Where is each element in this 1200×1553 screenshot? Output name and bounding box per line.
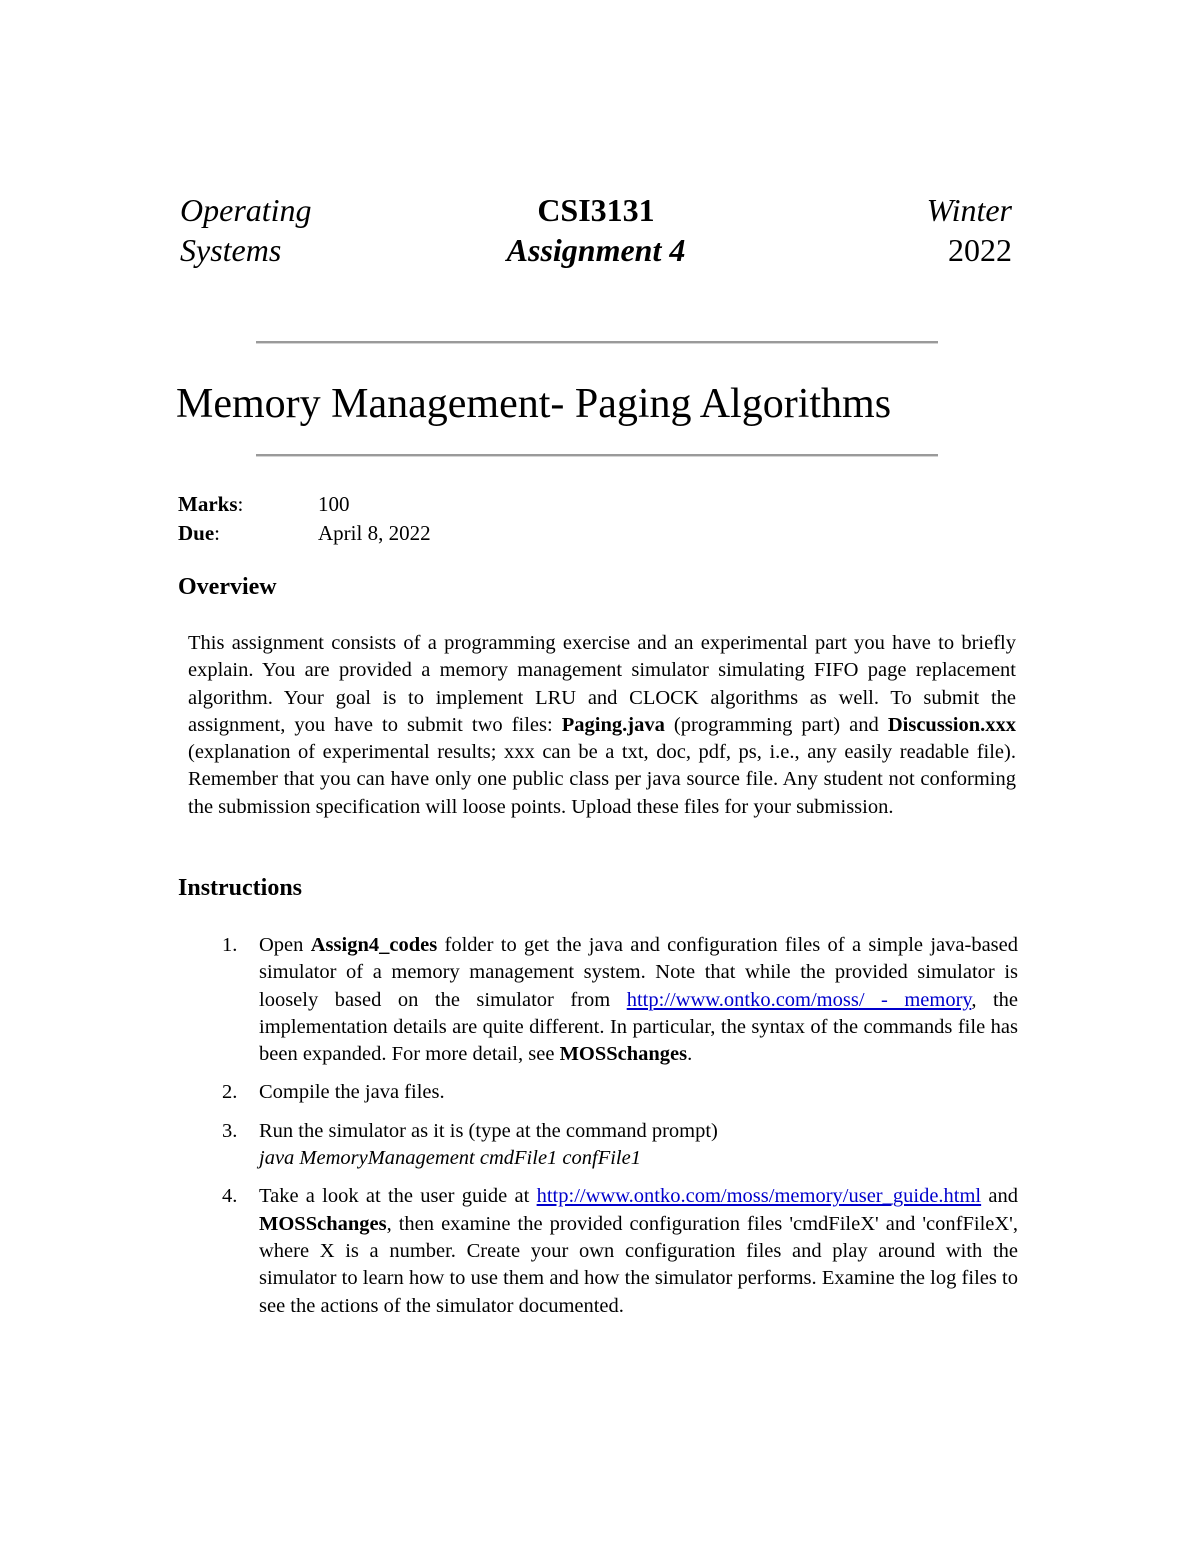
- moss-changes-ref: MOSSchanges: [259, 1212, 387, 1235]
- instructions-heading: Instructions: [178, 875, 303, 901]
- user-guide-link[interactable]: http://www.ontko.com/moss/memory/user_guide.html: [536, 1185, 982, 1208]
- moss-changes-ref: MOSSchanges: [559, 1043, 688, 1066]
- list-item-text: Compile the java files.: [259, 1081, 445, 1104]
- instructions-list: [222, 932, 1018, 1331]
- header-year: 2022: [948, 232, 1012, 268]
- assignment-meta: [178, 490, 431, 548]
- due-label: Due:: [178, 521, 221, 545]
- header-right: [880, 190, 1012, 270]
- list-item: [222, 1183, 1018, 1319]
- overview-heading: Overview: [178, 574, 277, 600]
- header-course-code: CSI3131: [537, 192, 655, 228]
- folder-name: Assign4_codes: [310, 934, 438, 956]
- command-line: java MemoryManagement cmdFile1 confFile1: [259, 1147, 641, 1170]
- due-value: April 8, 2022: [318, 521, 431, 545]
- marks-value: 100: [318, 492, 350, 516]
- header-course-name-line1: Operating: [180, 192, 312, 228]
- due-row: [178, 519, 431, 548]
- list-item-text: Run the simulator as it is (type at the command prompt) java MemoryManagement cmdFile1 confFile1: [259, 1118, 1018, 1173]
- list-item-text: Take a look at the user guide at http://www.ontko.com/moss/memory/user_guide.html and MOSSchanges, then examine the provided configuration files 'cmdFileX' and 'confFileX', where X is a number. Create your own configuration files and play around with the simulator to learn how to use them and how the simulator performs. Examine the log files to see the actions of the simulator documented.: [259, 1185, 1018, 1317]
- marks-label: Marks:: [178, 492, 244, 516]
- title-divider-top: [256, 341, 938, 344]
- title-divider-bottom: [256, 454, 938, 457]
- overview-paragraph: This assignment consists of a programming exercise and an experimental part you have to briefly explain. You are provided a memory management simulator simulating FIFO page replacement algorithm. Your goal is to implement LRU and CLOCK algorithms as well. To submit the assignment, you have to submit two files: Paging.java (programming part) and Discussion.xxx (explanation of experimental results; xxx can be a txt, doc, pdf, ps, i.e., any easily readable file). Remember that you can have only one public class per java source file. Any student not conforming the submission specification will loose points. Upload these files for your submission.: [188, 632, 1016, 818]
- list-item-number: 2.: [222, 1081, 238, 1104]
- header-left: [180, 190, 312, 270]
- moss-link[interactable]: http://www.ontko.com/moss/ - memory: [626, 988, 972, 1011]
- header-center: [480, 190, 712, 270]
- list-item-number: 4.: [222, 1185, 238, 1208]
- list-item: [222, 1079, 1018, 1106]
- list-item-number: 3.: [222, 1119, 238, 1142]
- file-name-paging: Paging.java: [561, 713, 665, 736]
- list-item: [222, 932, 1018, 1068]
- document-title: Memory Management- Paging Algorithms: [176, 381, 892, 427]
- header-term: Winter: [926, 192, 1012, 228]
- list-item-text: Open Assign4_codes folder to get the java and configuration files of a simple java-based simulator of a memory management system. Note that while the provided simulator is loosely based on the simulator from http://www.ontko.com/moss/ - memory, the implementation details are quite different. In particular, the syntax of the commands file has been expanded. For more detail, see MOSSchanges.: [259, 934, 1018, 1066]
- header-course-name-line2: Systems: [180, 232, 282, 268]
- header-assignment-number: Assignment 4: [506, 232, 686, 268]
- list-item-number: 1.: [222, 934, 238, 956]
- list-item: [222, 1118, 1018, 1173]
- marks-row: [178, 490, 431, 519]
- file-name-discussion: Discussion.xxx: [887, 713, 1016, 736]
